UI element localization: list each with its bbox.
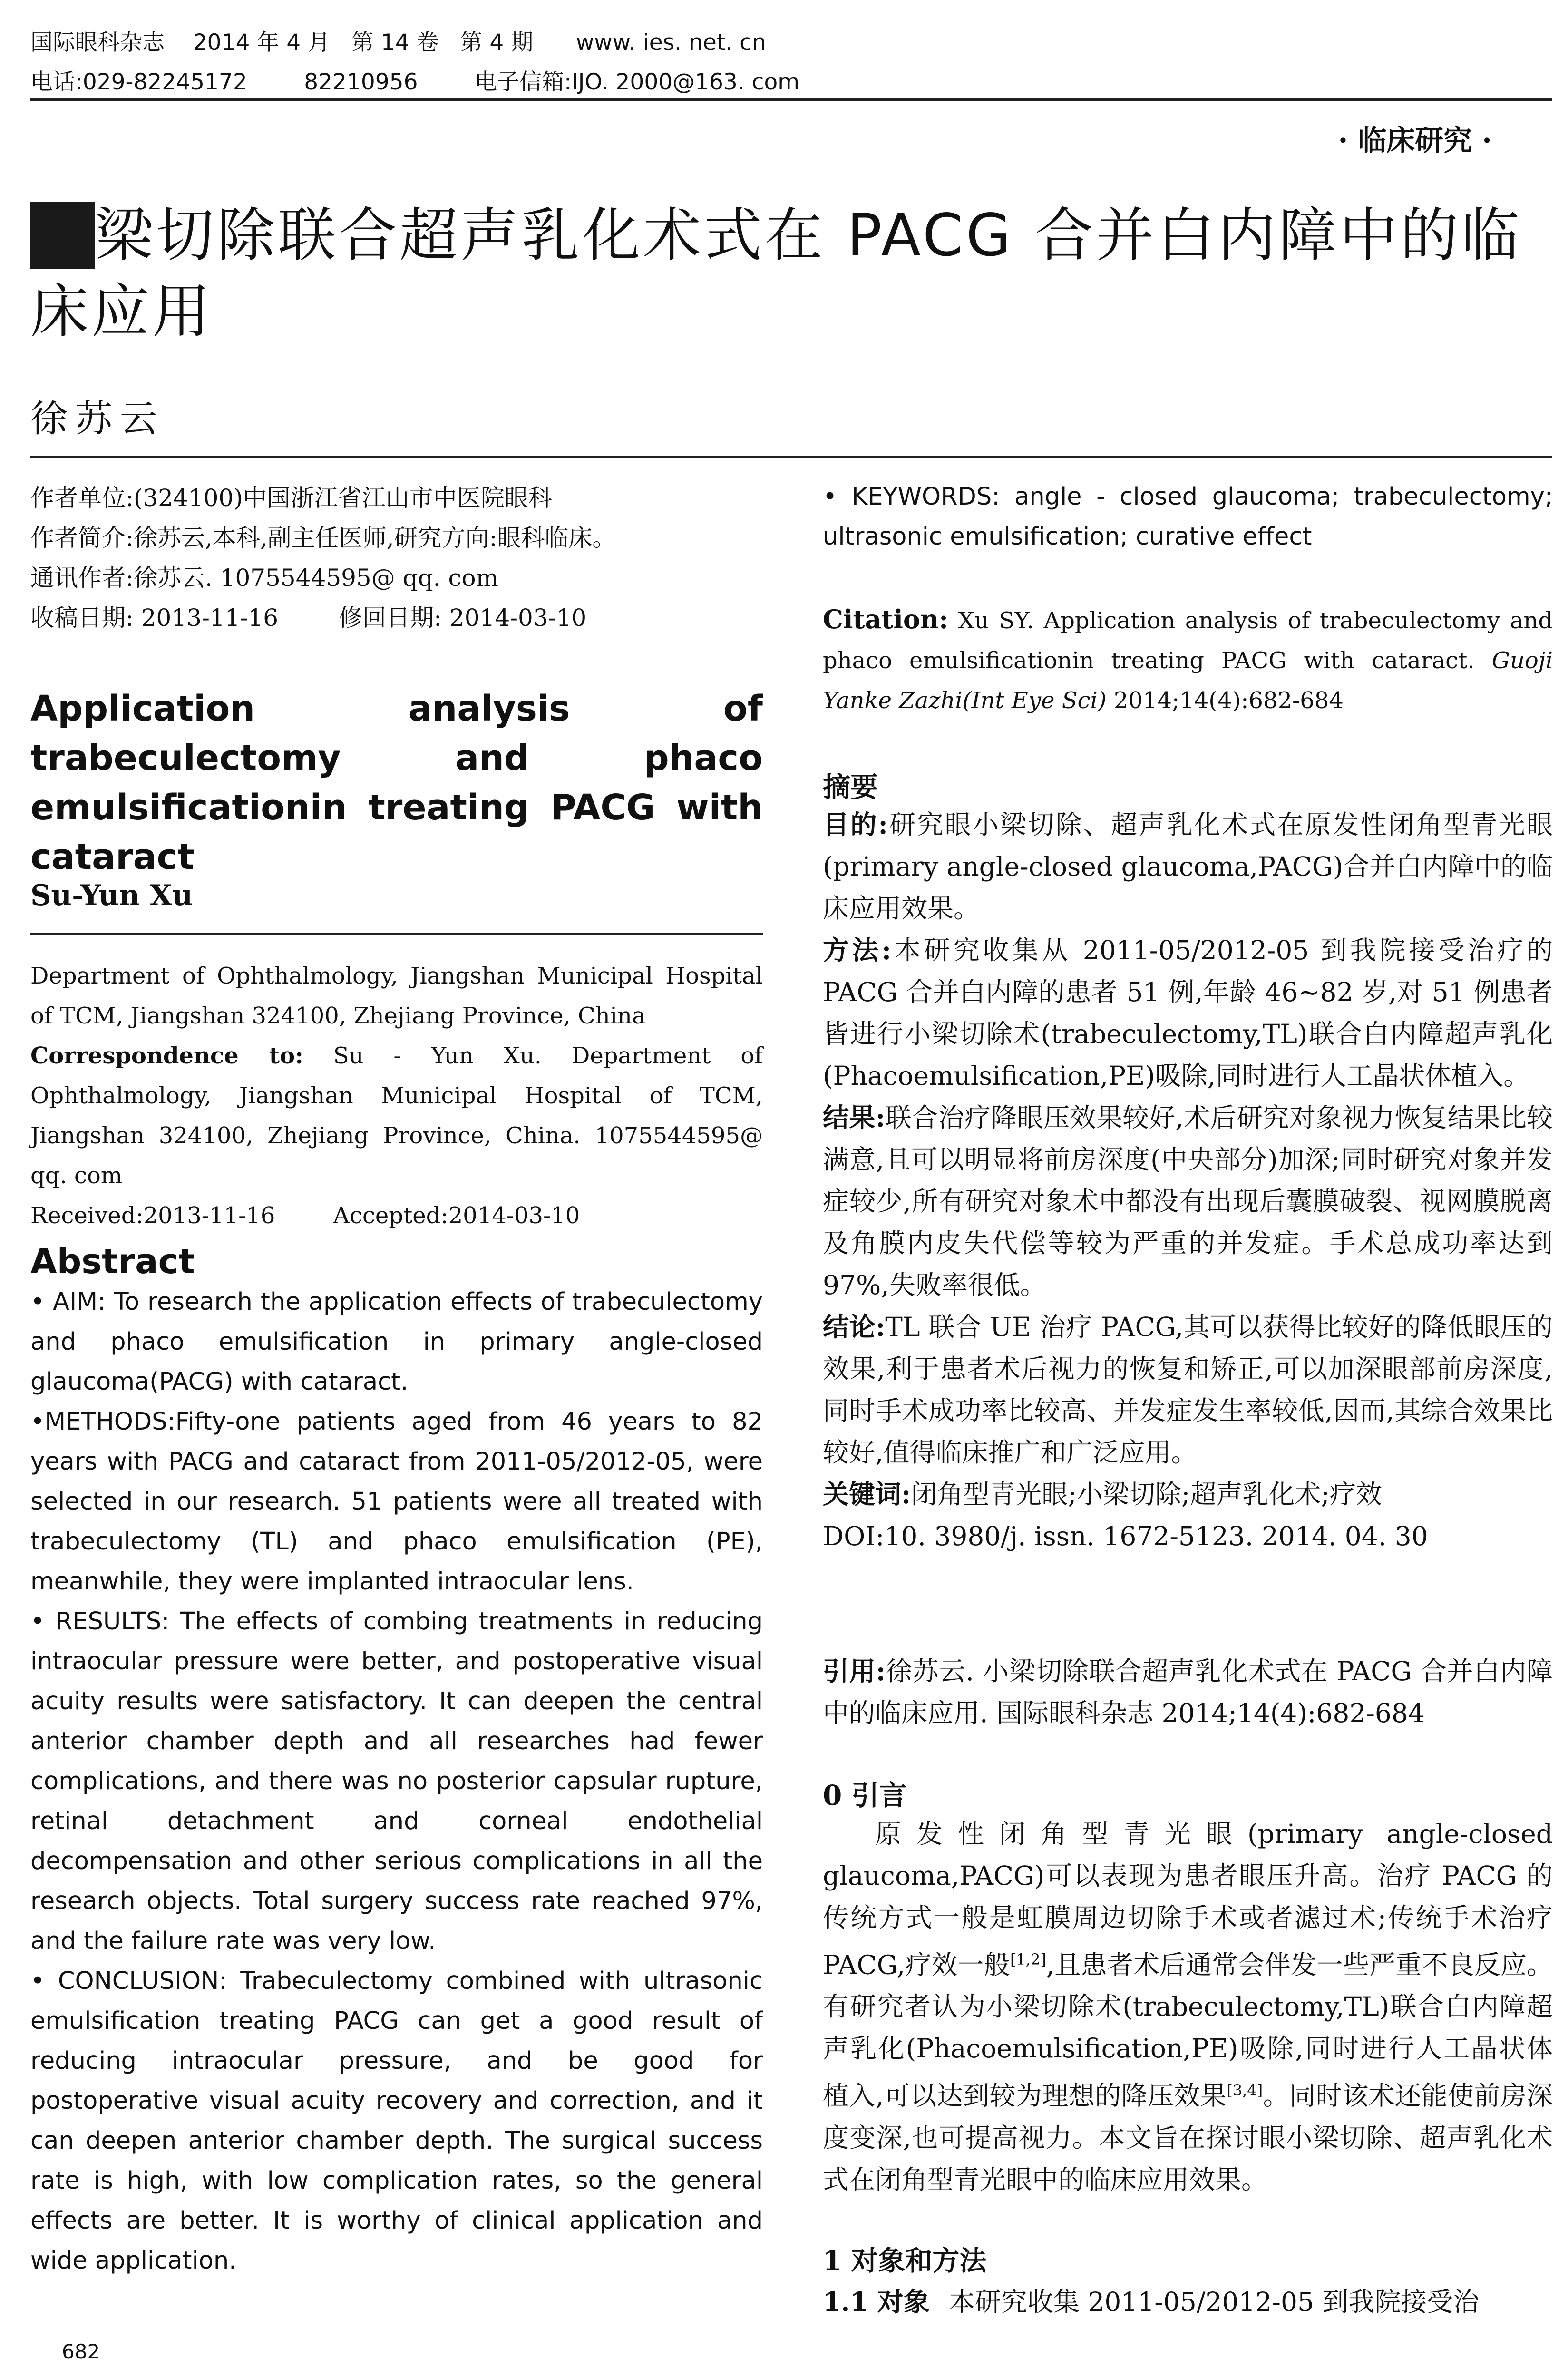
- conclusion-text: Trabeculectomy combined with ultrasonic emulsification treating PACG can get a good result of reducing intraocular pressure, and be good for postoperative visual acuity recovery and correction, and it can deepen anterior chamber depth. The surgical success rate is high, with low complication rates, so the general effects are better. It is worthy of clinical application and wide application.: [30, 1967, 763, 2275]
- affiliation-block: [30, 956, 763, 1236]
- intro-text-c: 。同时该术还能使前房深度变深,也可提高视力。本文旨在探讨眼小梁切除、超声乳化术式在闭角型青光眼中的临床应用效果。: [823, 2080, 1553, 2195]
- cn-aim-label: 目的:: [823, 809, 888, 840]
- intro-ref-2: [3,4]: [1227, 2081, 1263, 2100]
- received-accepted: Received:2013-11-16 Accepted:2014-03-10: [30, 1202, 580, 1229]
- cn-methods: [823, 929, 1553, 1097]
- results-text: The effects of combing treatments in reducing intraocular pressure were better, and postoperative visual acuity results were satisfactory. It can deepen the central anterior chamber depth and all researches had fewer complications, and there was no posterior capsular rupture, retinal detachment and corneal endothelial decompensation and other serious complications in all the research objects. Total surgery success rate reached 97%, and the failure rate was very low.: [30, 1607, 763, 1955]
- english-title: Application analysis of trabeculectomy and phaco emulsificationin treating PACG with cataract: [30, 688, 763, 877]
- cn-results-text: 联合治疗降眼压效果较好,术后研究对象视力恢复结果比较满意,且可以明显将前房深度(中央部分)加深;同时研究对象并发症较少,所有研究对象术中都没有出现后囊膜破裂、视网膜脱离及角膜内皮失代偿等较为严重的并发症。手术总成功率达到 97%,失败率很低。: [823, 1102, 1553, 1300]
- author-info-block: [30, 478, 763, 638]
- citation-en: [823, 599, 1553, 721]
- cn-aim-text: 研究眼小梁切除、超声乳化术式在原发性闭角型青光眼(primary angle-closed glaucoma,PACG)合并白内障中的临床应用效果。: [823, 809, 1553, 924]
- header-rule: [30, 98, 1552, 101]
- methods-text: Fifty-one patients aged from 46 years to 82 years with PACG and cataract from 2011-05/2012-05, were selected in our research. 51 patients were all treated with trabeculectomy (TL) and phaco emulsification (PE), meanwhile, they were implanted intraocular lens.: [30, 1408, 763, 1596]
- abstract-heading: Abstract: [30, 1241, 195, 1281]
- abstract-results: [30, 1602, 763, 1961]
- cn-methods-text: 本研究收集从 2011-05/2012-05 到我院接受治疗的 PACG 合并白内障的患者 51 例,年龄 46~82 岁,对 51 例患者皆进行小梁切除术(trabeculectomy,TL)联合白内障超声乳化(Phacoemulsification,PE)吸除,同时进行人工晶状体植入。: [823, 935, 1553, 1091]
- citation-label: Citation:: [823, 604, 949, 634]
- citation-text: Xu SY. Application analysis of trabeculectomy and phaco emulsificationin treating PACG with cataract.: [823, 607, 1553, 674]
- citation-cn: [823, 1650, 1553, 1734]
- correspondence-text: Su - Yun Xu. Department of Ophthalmology, Jiangshan Municipal Hospital of TCM, Jiangshan 324100, Zhejiang Province, China. 1075544595@ qq. com: [30, 1042, 763, 1189]
- author-rule: [30, 933, 763, 935]
- author-unit: 作者单位:(324100)中国浙江省江山市中医院眼科: [30, 484, 552, 512]
- methods-heading: 1 对象和方法: [823, 2245, 987, 2277]
- correspondence-label: Correspondence to:: [30, 1042, 303, 1069]
- department: Department of Ophthalmology, Jiangshan Municipal Hospital of TCM, Jiangshan 324100, Zhejiang Province, China: [30, 963, 763, 1029]
- intro-heading: 0 引言: [823, 1779, 907, 1812]
- corresponding-author: 通讯作者:徐苏云. 1075544595@ qq. com: [30, 564, 498, 592]
- journal-header-line2: 电话:029-82245172 82210956 电子信箱:IJO. 2000@163. com: [30, 69, 800, 95]
- aim-text: To research the application effects of trabeculectomy and phaco emulsification in primary angle-closed glaucoma(PACG) with cataract.: [30, 1288, 763, 1396]
- citation-tail: 2014;14(4):682-684: [1106, 687, 1344, 714]
- section-tag: · 临床研究 ·: [1338, 124, 1492, 157]
- cn-abstract-body: [823, 804, 1553, 1557]
- cn-conclusion: [823, 1306, 1553, 1473]
- received-dates: 收稿日期: 2013-11-16 修回日期: 2014-03-10: [30, 604, 587, 632]
- doi: DOI:10. 3980/j. issn. 1672-5123. 2014. 04. 30: [823, 1521, 1428, 1551]
- correspondence: [30, 1036, 763, 1196]
- subsection-label: 1.1 对象: [823, 2286, 930, 2317]
- citation-journal: Guoji Yanke Zazhi(Int Eye Sci): [823, 647, 1553, 714]
- results-label: • RESULTS:: [30, 1607, 170, 1636]
- journal-header-line1: 国际眼科杂志 2014 年 4 月 第 14 卷 第 4 期 www. ies. net. cn: [30, 29, 766, 56]
- author-name-cn: 徐苏云: [30, 398, 165, 440]
- abstract-body: [30, 1282, 763, 2281]
- title-first-char: 小: [30, 202, 95, 269]
- cn-results: [823, 1097, 1553, 1306]
- abstract-conclusion: [30, 1961, 763, 2281]
- title-rule: [30, 456, 1552, 458]
- methods-subsection: [823, 2281, 1553, 2323]
- cn-citation-text: 徐苏云. 小梁切除联合超声乳化术式在 PACG 合并白内障中的临床应用. 国际眼科杂志 2014;14(4):682-684: [823, 1656, 1553, 1728]
- conclusion-label: • CONCLUSION:: [30, 1967, 227, 1995]
- author-bio: 作者简介:徐苏云,本科,副主任医师,研究方向:眼科临床。: [30, 524, 616, 552]
- cn-conclusion-label: 结论:: [823, 1311, 886, 1342]
- article-title: [30, 197, 1552, 350]
- intro-body: [823, 1813, 1553, 2201]
- abstract-aim: [30, 1282, 763, 1402]
- cn-abstract-heading: 摘要: [823, 771, 878, 803]
- cn-results-label: 结果:: [823, 1102, 886, 1133]
- cn-keywords: [823, 1473, 1553, 1515]
- subsection-text: 本研究收集 2011-05/2012-05 到我院接受治: [948, 2287, 1480, 2317]
- page-number: 682: [62, 2340, 100, 2363]
- cn-conclusion-text: TL 联合 UE 治疗 PACG,其可以获得比较好的降低眼压的效果,利于患者术后视力的恢复和矫正,可以加深眼部前房深度,同时手术成功率比较高、并发症发生率较低,因而,其综合效果比较好,值得临床推广和广泛应用。: [823, 1312, 1553, 1468]
- intro-text-a: 原发性闭角型青光眼(primary angle-closed glaucoma,PACG)可以表现为患者眼压升高。治疗 PACG 的传统方式一般是虹膜周边切除手术或者滤过术;传统手术治疗 PACG,疗效一般: [823, 1819, 1553, 1980]
- aim-label: • AIM:: [30, 1288, 106, 1316]
- english-author: Su-Yun Xu: [30, 879, 193, 912]
- methods-label: •METHODS:: [30, 1408, 175, 1436]
- keywords-en: • KEYWORDS: angle - closed glaucoma; trabeculectomy; ultrasonic emulsification; curative effect: [823, 483, 1553, 551]
- cn-methods-label: 方法:: [823, 935, 892, 965]
- abstract-methods: [30, 1402, 763, 1602]
- intro-text-b: ,且患者术后通常会伴发一些严重不良反应。有研究者认为小梁切除术(trabeculectomy,TL)联合白内障超声乳化(Phacoemulsification,PE)吸除,同时进行人工晶状体植入,可以达到较为理想的降压效果: [823, 1949, 1553, 2111]
- cn-keywords-label: 关键词:: [823, 1479, 911, 1510]
- intro-ref-1: [1,2]: [1010, 1950, 1046, 1968]
- title-rest: 梁切除联合超声乳化术式在 PACG 合并白内障中的临床应用: [30, 202, 1522, 345]
- cn-keywords-text: 闭角型青光眼;小梁切除;超声乳化术;疗效: [911, 1479, 1382, 1510]
- cn-citation-label: 引用:: [823, 1656, 886, 1686]
- cn-aim: [823, 804, 1553, 929]
